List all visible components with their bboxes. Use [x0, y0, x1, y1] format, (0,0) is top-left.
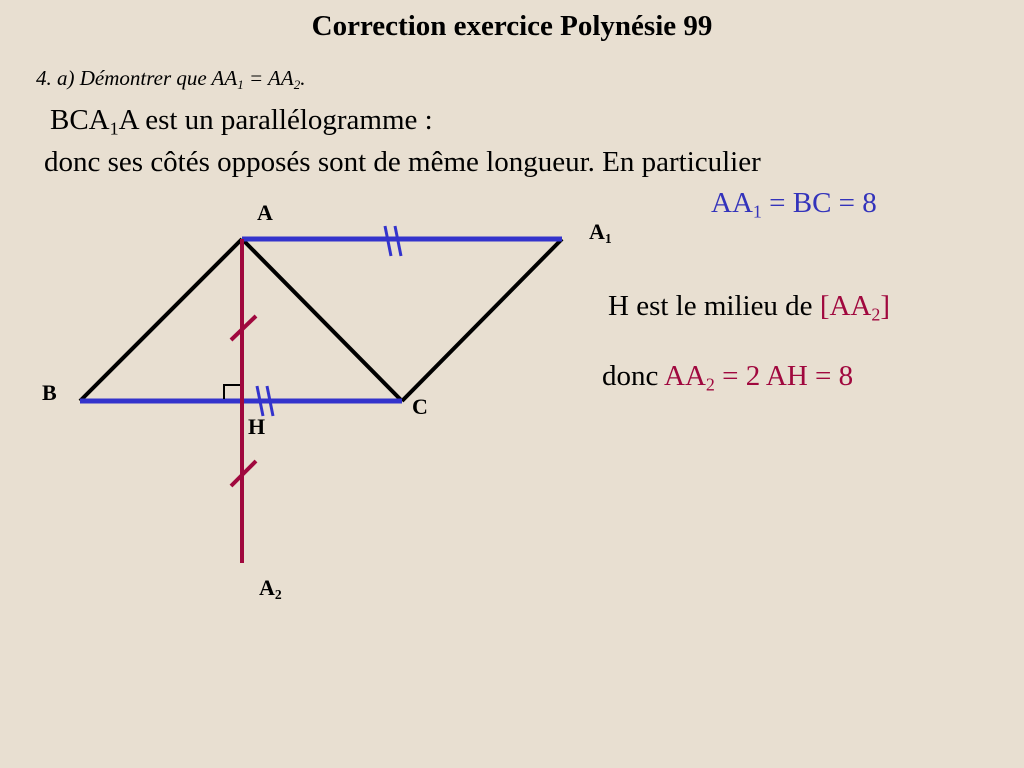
question-middle: = AA [243, 66, 294, 90]
segment-ab [80, 239, 242, 401]
line1-post: A est un parallélogramme : [118, 104, 433, 136]
point-label-c: C [412, 394, 428, 419]
point-a1-name: A [589, 219, 605, 244]
line1-pre: BCA [50, 104, 110, 136]
question-sub1: 1 [237, 76, 244, 92]
midpoint-seg-pre: [AA [819, 290, 872, 322]
conclusion-sub: 2 [705, 374, 715, 395]
point-label-h: H [248, 414, 266, 439]
line1-sub: 1 [109, 118, 119, 139]
point-label-a: A [257, 200, 273, 225]
segment-ac [242, 239, 402, 401]
right-angle-marker [224, 385, 240, 399]
conclusion-lead: donc [602, 360, 665, 392]
point-label-a2 [259, 575, 282, 601]
point-label-a1 [589, 219, 612, 245]
conclusion-post: = 2 AH = 8 [714, 360, 854, 392]
question-sub2: 2 [293, 76, 301, 92]
equality1-post: = BC = 8 [761, 187, 877, 219]
equality1-sub: 1 [752, 201, 762, 222]
page-title: Correction exercice Polynésie 99 [311, 10, 713, 42]
point-label-b: B [42, 380, 57, 405]
point-a2-sub: 2 [274, 587, 282, 603]
point-a2-name: A [259, 575, 275, 600]
opposite-sides-statement: donc ses côtés opposés sont de même longueur. En particulier [44, 146, 761, 178]
conclusion-pre: AA [664, 360, 706, 392]
midpoint-seg-post: ] [880, 290, 891, 322]
midpoint-seg-sub: 2 [871, 304, 881, 325]
question-prefix: 4. a) Démontrer que AA [36, 66, 238, 90]
question-suffix: . [300, 66, 306, 90]
segment-a1c [402, 239, 562, 401]
equality1-pre: AA [711, 187, 753, 219]
midpoint-text: H est le milieu de [608, 290, 820, 322]
point-a1-sub: 1 [604, 231, 612, 247]
